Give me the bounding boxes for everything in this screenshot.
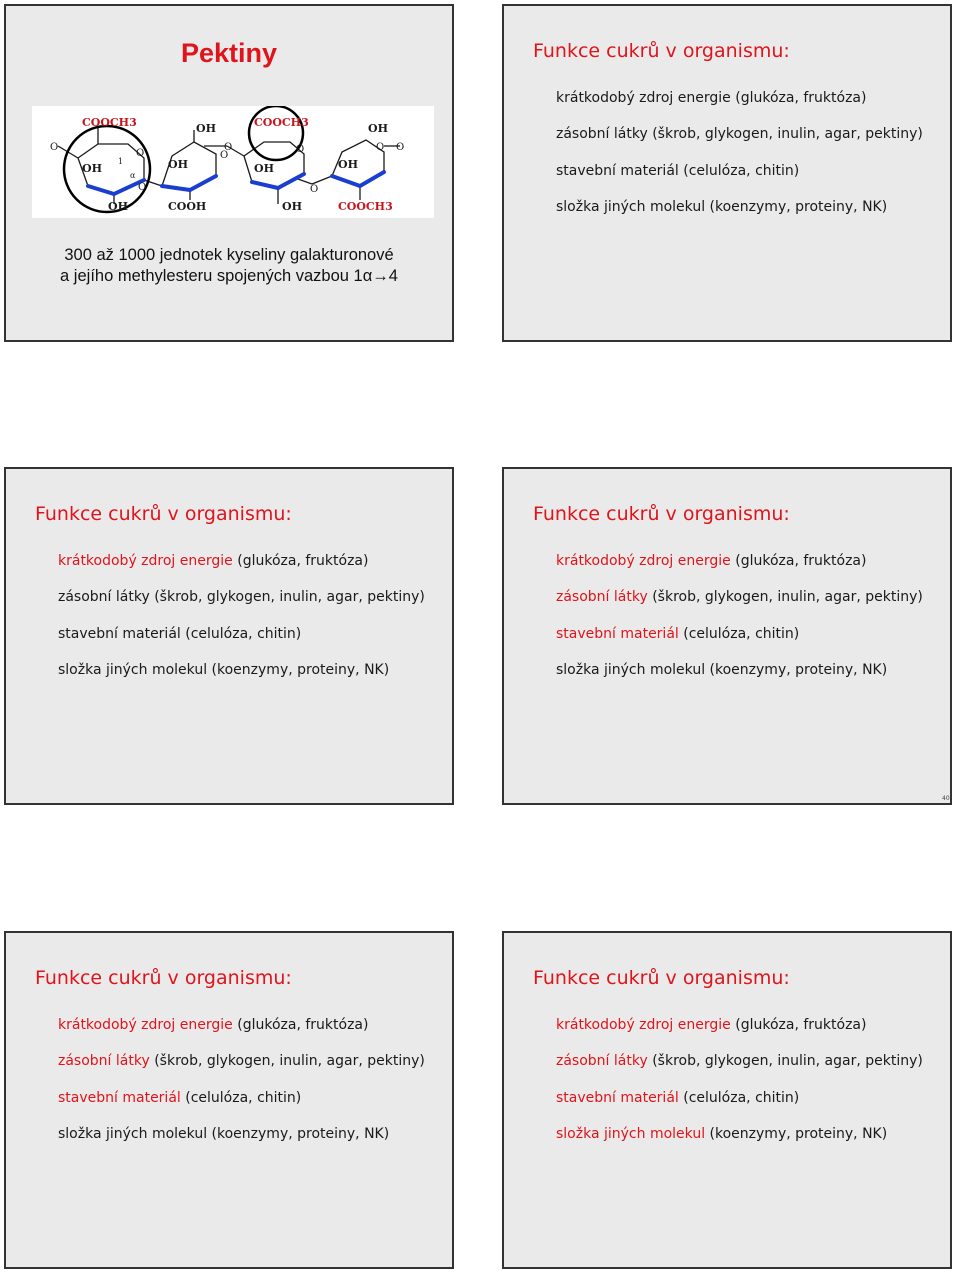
slide-funkce-3: [502, 467, 952, 805]
item-lead: stavební materiál: [58, 625, 181, 642]
slide-funkce-5: [502, 931, 952, 1269]
structure-label: O: [296, 144, 305, 155]
item-rest: (celulóza, chitin): [180, 1089, 302, 1106]
structure-label: COOCH3: [254, 116, 309, 129]
item-rest: (škrob, glykogen, inulin, agar, pektiny): [149, 1053, 425, 1070]
list-item: [556, 1125, 923, 1161]
list-item: [556, 1089, 923, 1125]
function-list: [556, 552, 923, 697]
item-lead: zásobní látky: [556, 1053, 648, 1070]
item-lead: stavební materiál: [556, 1089, 679, 1106]
structure-label: O: [220, 150, 229, 161]
list-item: [556, 89, 923, 125]
slide-funkce-4: [4, 931, 454, 1269]
list-item: [58, 1016, 425, 1052]
item-rest: (glukóza, fruktóza): [730, 90, 867, 106]
structure-label: O: [376, 142, 385, 153]
list-item: [556, 661, 923, 697]
function-list: [58, 552, 425, 697]
item-lead: zásobní látky: [58, 1053, 150, 1070]
structure-label: O: [224, 142, 233, 153]
item-lead: krátkodobý zdroj energie: [58, 1017, 233, 1033]
caption-line: 300 až 1000 jednotek kyseliny galakturonové: [64, 246, 394, 264]
structure-label: α: [130, 171, 136, 180]
structure-label: OH: [368, 122, 388, 135]
pectin-structure-figure: [32, 106, 434, 218]
item-lead: složka jiných molekul: [556, 661, 706, 678]
structure-label: O: [138, 182, 147, 193]
item-rest: (glukóza, fruktóza): [730, 1017, 867, 1033]
item-lead: stavební materiál: [58, 1089, 181, 1106]
slide-title: Pektiny: [180, 38, 278, 68]
item-rest: (škrob, glykogen, inulin, agar, pektiny): [149, 589, 425, 606]
item-rest: (glukóza, fruktóza): [232, 1017, 369, 1033]
slide-title: Funkce cukrů v organismu:: [533, 967, 790, 989]
list-item: [556, 552, 923, 588]
slide-pektiny: [4, 4, 454, 342]
item-lead: krátkodobý zdroj energie: [58, 553, 233, 569]
structure-label: COOCH3: [338, 200, 393, 213]
list-item: [58, 1089, 425, 1125]
list-item: [58, 1052, 425, 1088]
item-rest: (glukóza, fruktóza): [730, 553, 867, 569]
list-item: [58, 1125, 425, 1161]
item-lead: složka jiných molekul: [556, 198, 706, 215]
item-lead: složka jiných molekul: [58, 661, 208, 678]
structure-label: OH: [282, 200, 302, 213]
structure-label: OH: [108, 200, 128, 213]
list-item: [556, 588, 923, 624]
list-item: [58, 552, 425, 588]
function-list: [58, 1016, 425, 1161]
highlight-circle: [249, 106, 303, 160]
item-lead: zásobní látky: [58, 589, 150, 606]
item-rest: (koenzymy, proteiny, NK): [705, 198, 888, 215]
structure-label: O: [396, 142, 405, 153]
item-rest: (škrob, glykogen, inulin, agar, pektiny): [647, 589, 923, 606]
list-item: [556, 1016, 923, 1052]
slide-title: Funkce cukrů v organismu:: [533, 503, 790, 525]
structure-label: COOCH3: [82, 116, 137, 129]
structure-label: O: [136, 148, 145, 159]
item-rest: (celulóza, chitin): [678, 625, 800, 642]
item-rest: (koenzymy, proteiny, NK): [705, 661, 888, 678]
structure-label: 1: [118, 157, 124, 166]
structure-label: O: [50, 142, 59, 153]
slide-funkce-1: [502, 4, 952, 342]
structure-label: OH: [254, 162, 274, 175]
item-lead: krátkodobý zdroj energie: [556, 90, 731, 106]
item-lead: složka jiných molekul: [556, 1125, 706, 1142]
item-rest: (glukóza, fruktóza): [232, 553, 369, 569]
slide-caption: [6, 245, 452, 287]
item-rest: (celulóza, chitin): [180, 625, 302, 642]
list-item: [58, 661, 425, 697]
item-rest: (koenzymy, proteiny, NK): [207, 661, 390, 678]
structure-label: OH: [82, 162, 102, 175]
function-list: [556, 1016, 923, 1161]
caption-line: a jejího methylesteru spojených vazbou 1α→4: [60, 267, 398, 285]
item-rest: (celulóza, chitin): [678, 162, 800, 179]
page-number: 40: [942, 795, 950, 802]
structure-label: COOH: [168, 200, 207, 213]
item-rest: (koenzymy, proteiny, NK): [705, 1125, 888, 1142]
slide-title: Funkce cukrů v organismu:: [533, 40, 790, 62]
item-rest: (škrob, glykogen, inulin, agar, pektiny): [647, 126, 923, 143]
function-list: [556, 89, 923, 234]
structure-label: OH: [196, 122, 216, 135]
item-rest: (koenzymy, proteiny, NK): [207, 1125, 390, 1142]
list-item: [556, 162, 923, 198]
highlight-circle: [64, 126, 150, 212]
item-rest: (škrob, glykogen, inulin, agar, pektiny): [647, 1053, 923, 1070]
item-lead: složka jiných molekul: [58, 1125, 208, 1142]
item-lead: krátkodobý zdroj energie: [556, 553, 731, 569]
list-item: [556, 198, 923, 234]
structure-label: O: [310, 184, 319, 195]
item-lead: zásobní látky: [556, 589, 648, 606]
structure-label: OH: [168, 158, 188, 171]
item-rest: (celulóza, chitin): [678, 1089, 800, 1106]
pectin-structure-diagram: [32, 106, 434, 218]
item-lead: krátkodobý zdroj energie: [556, 1017, 731, 1033]
list-item: [556, 1052, 923, 1088]
list-item: [58, 625, 425, 661]
list-item: [58, 588, 425, 624]
list-item: [556, 125, 923, 161]
item-lead: stavební materiál: [556, 625, 679, 642]
slide-title: Funkce cukrů v organismu:: [35, 967, 292, 989]
slide-title: Funkce cukrů v organismu:: [35, 503, 292, 525]
slide-funkce-2: [4, 467, 454, 805]
structure-label: OH: [338, 158, 358, 171]
item-lead: stavební materiál: [556, 162, 679, 179]
list-item: [556, 625, 923, 661]
item-lead: zásobní látky: [556, 126, 648, 143]
